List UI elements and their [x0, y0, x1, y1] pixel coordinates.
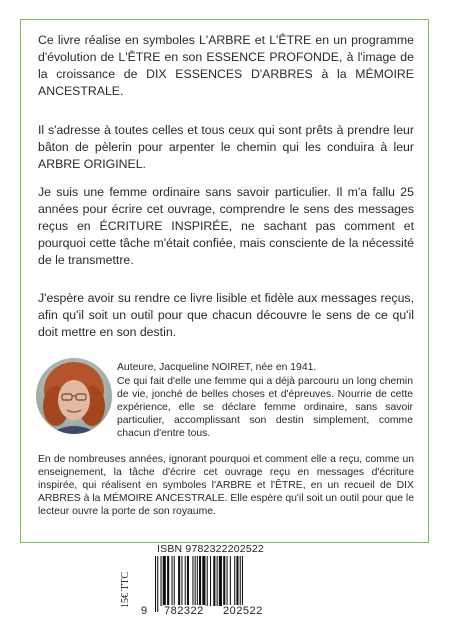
barcode-digit-first: 9 [141, 605, 148, 617]
description-paragraph-2: Il s'adresse à toutes celles et tous ceux qui sont prêts à prendre leur bâton de pèlerin pour arpenter le chemin qui les conduira à leur ARBRE ORIGINEL. [38, 123, 414, 171]
author-bio-intro: Auteure, Jacqueline NOIRET, née en 1941. [117, 362, 317, 373]
author-bio-full-width: En de nombreuses années, ignorant pourquoi et comment elle a reçu, comme un enseignement, la tâche d'écrire cet ouvrage reçu en messages d'écriture inspirée, qui réalisent en symboles l'ARBRE et l'ÊTRE, en un recueil de DIX ARBRES à la MÉMOIRE ANCESTRALE. Elle espère qu'il soit un outil pour que le lecteur ouvre la porte de son royaume. [38, 454, 414, 517]
price-label: 15€ TTC [120, 571, 131, 608]
description-paragraph-3: Je suis une femme ordinaire sans savoir particulier. Il m'a fallu 25 années pour écrire cet ouvrage, comprendre le sens des messages reçus en ÉCRITURE INSPIRÉE, ne sachant pas comment et pourquoi cette tâche m'était confiée, mais consciente de la nécessité de le transmettre. [38, 185, 414, 267]
barcode-digits-left: 782322 [164, 605, 204, 617]
isbn-label: ISBN 9782322202522 [157, 543, 264, 555]
barcode-digits-right: 202522 [223, 605, 263, 617]
description-paragraph-4: J'espère avoir su rendre ce livre lisible et fidèle aux messages reçus, afin qu'il soit un outil pour que chacun découvre le sens de ce qu'il doit mettre en son destin. [38, 291, 414, 339]
description-paragraph-1: Ce livre réalise en symboles L'ARBRE et L'ÊTRE en un programme d'évolution de L'ÊTRE en son ESSENCE PROFONDE, à l'image de la croissance de DIX ESSENCES D'ARBRES à la MÉMOIRE ANCESTRALE. [38, 33, 414, 98]
author-photo [36, 358, 112, 434]
author-bio-text: Ce qui fait d'elle une femme qui a déjà parcouru un long chemin de vie, jonché de belles choses et d'épreuves. Nourrie de cette expérience, elle se déclare femme ordinaire, sans savoir particulier, accomplissant son destin simplement, comme chacun d'entre tous. [117, 376, 413, 439]
